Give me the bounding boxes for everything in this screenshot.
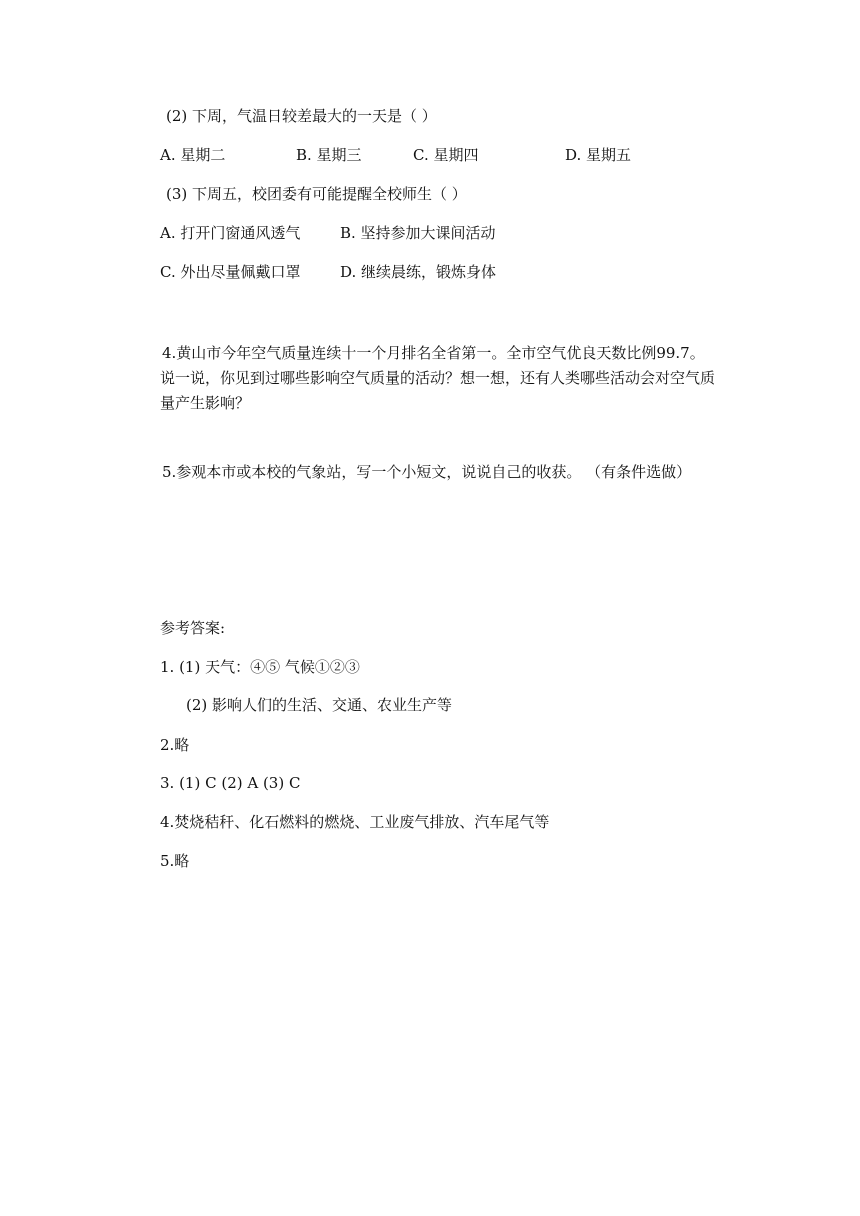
- q3-option-d: D. 继续晨练，锻炼身体: [340, 263, 497, 281]
- q2-option-b: B. 星期三: [296, 146, 362, 164]
- q4-line-2: 说一说，你见到过哪些影响空气质量的活动？想一想，还有人类哪些活动会对空气质: [160, 369, 716, 387]
- q4-line-3: 量产生影响？: [160, 394, 251, 412]
- q3-stem: (3) 下周五，校团委有可能提醒全校师生（ ）: [166, 185, 467, 203]
- answer-4: 4.焚烧秸秆、化石燃料的燃烧、工业废气排放、汽车尾气等: [160, 813, 550, 831]
- q3-option-a: A. 打开门窗通风透气: [160, 224, 301, 242]
- q3-option-b: B. 坚持参加大课间活动: [340, 224, 496, 242]
- answer-2: 2.略: [160, 736, 190, 754]
- q4-paragraph: [160, 341, 720, 416]
- answer-1-part-2: (2) 影响人们的生活、交通、农业生产等: [186, 696, 453, 714]
- q2-stem: (2) 下周，气温日较差最大的一天是（ ）: [166, 107, 437, 125]
- answers-heading: 参考答案:: [160, 619, 226, 637]
- answer-5: 5.略: [160, 852, 190, 870]
- q2-option-c: C. 星期四: [413, 146, 479, 164]
- q5-text: 5.参观本市或本校的气象站，写一个小短文，说说自己的收获。 （有条件选做）: [162, 463, 692, 481]
- q2-option-a: A. 星期二: [160, 146, 226, 164]
- answer-1-part-1: 1. (1) 天气：④⑤ 气候①②③: [160, 658, 360, 676]
- q3-option-c: C. 外出尽量佩戴口罩: [160, 263, 301, 281]
- q4-line-1: 4.黄山市今年空气质量连续十一个月排名全省第一。全市空气优良天数比例99.7。: [162, 344, 705, 362]
- answer-3: 3. (1) C (2) A (3) C: [160, 774, 301, 792]
- q2-option-d: D. 星期五: [565, 146, 632, 164]
